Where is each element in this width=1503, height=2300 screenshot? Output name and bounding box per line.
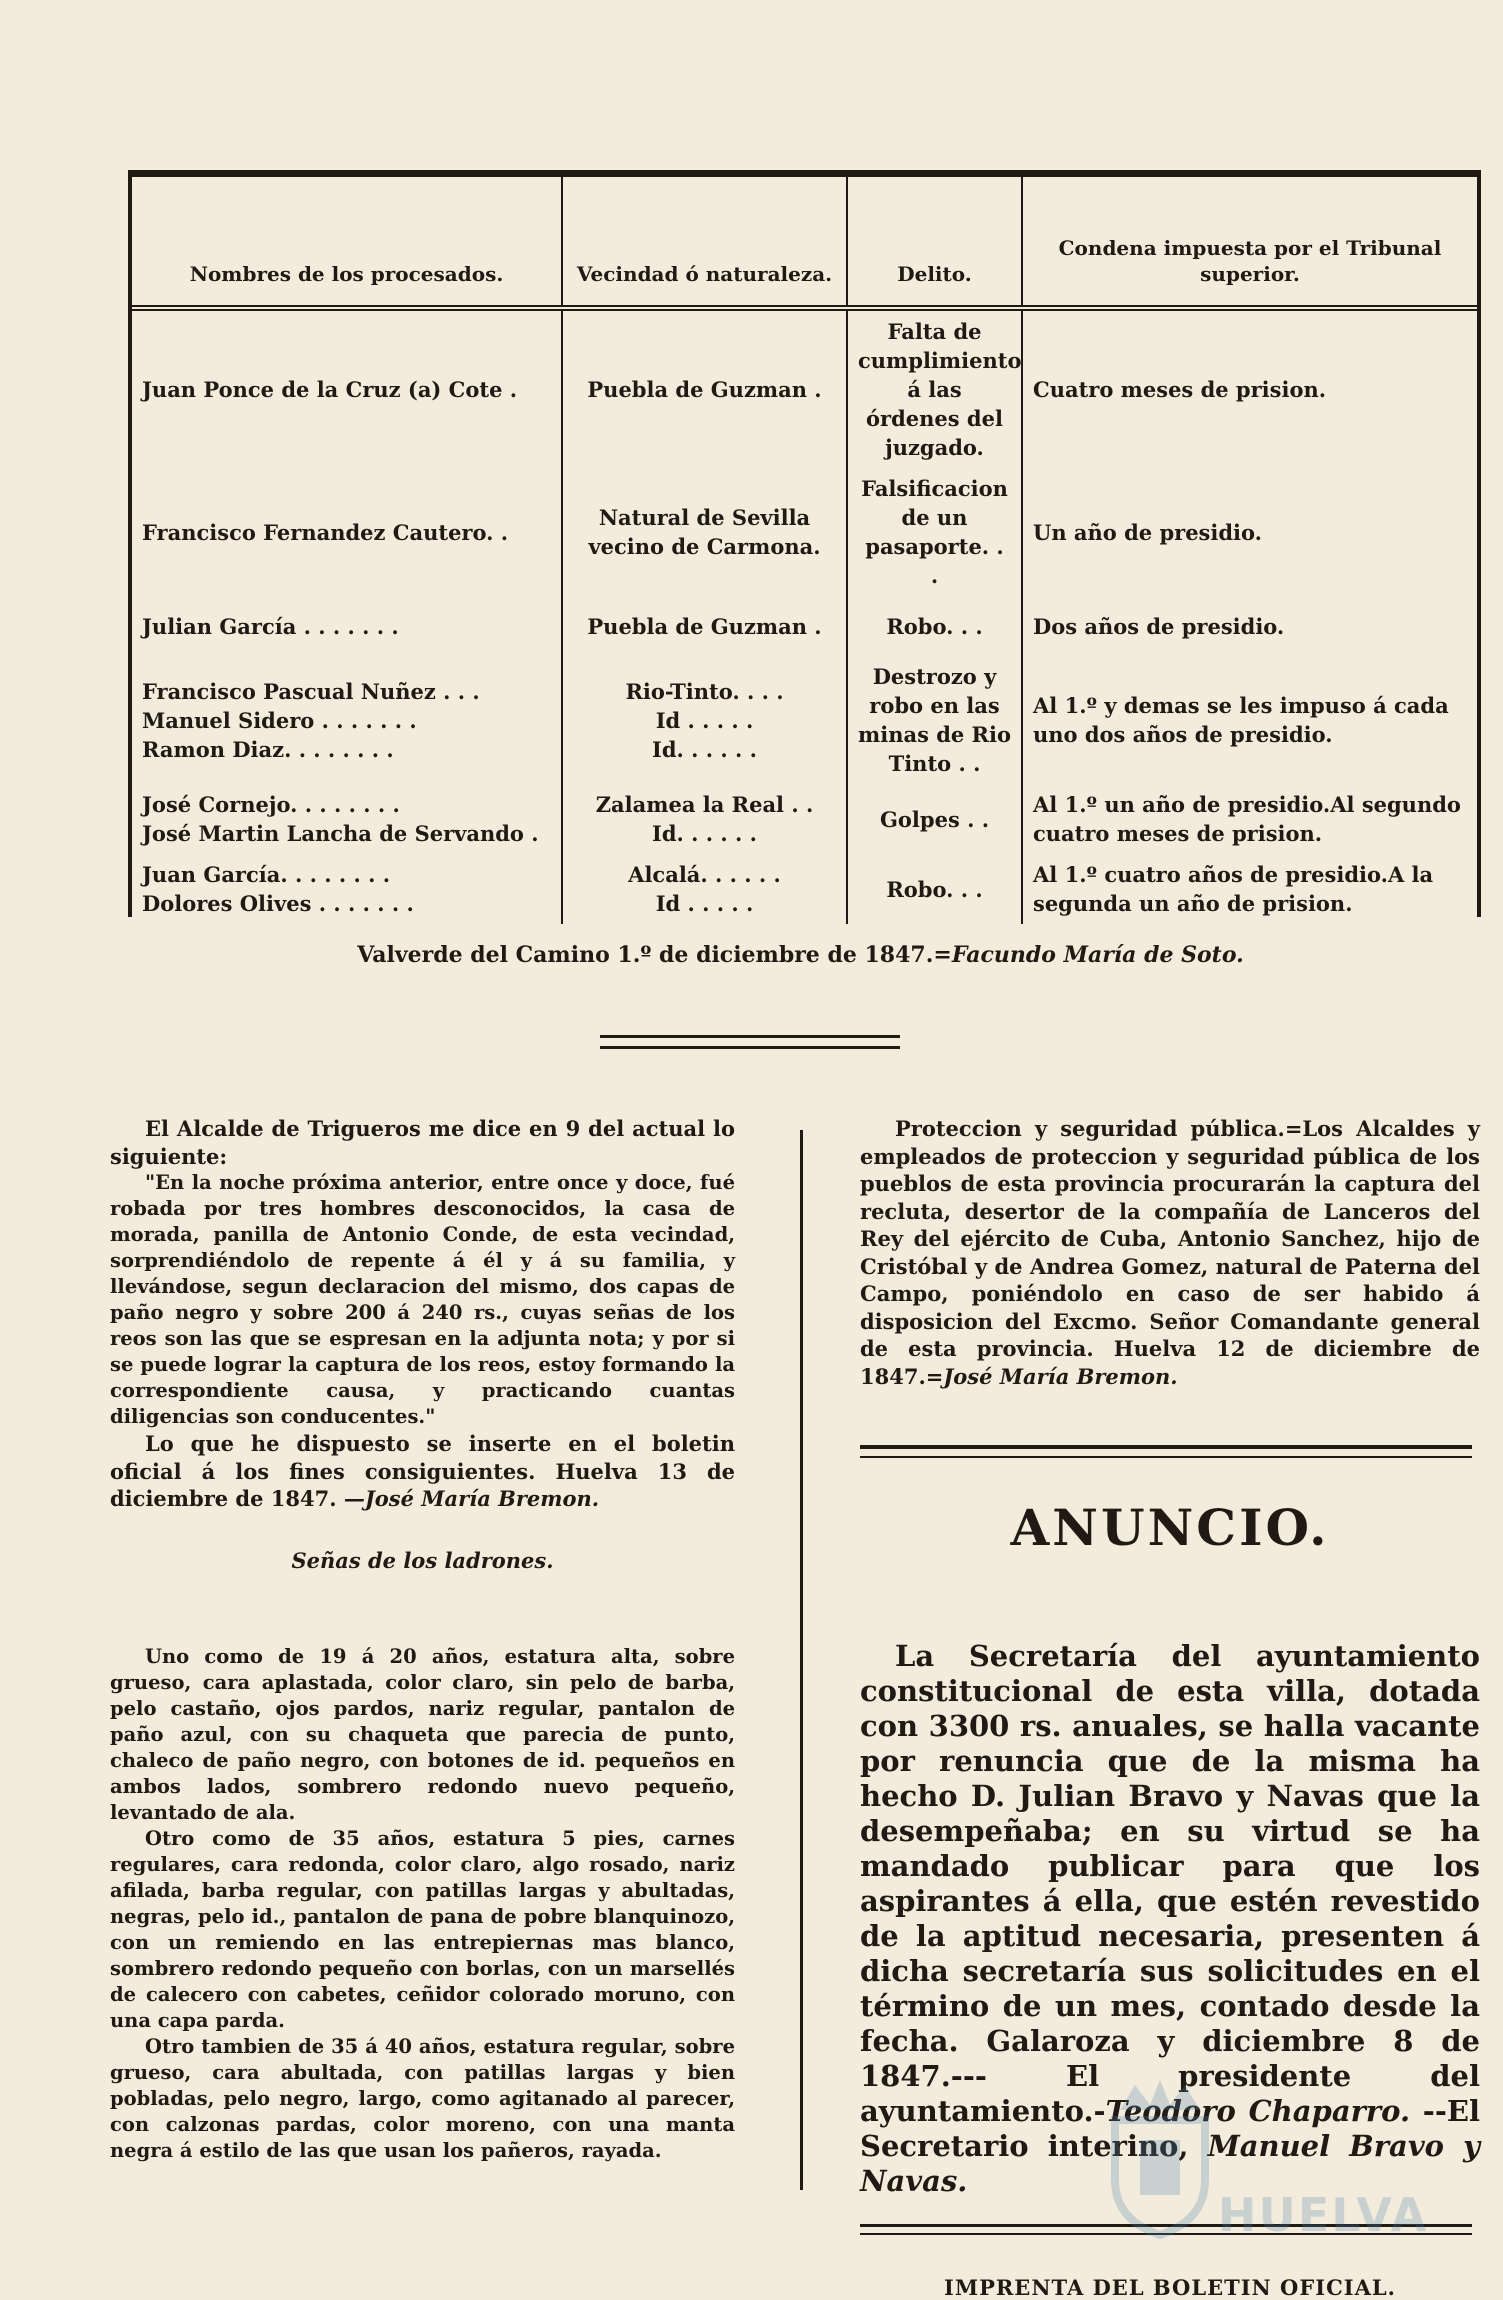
column-separator	[800, 1130, 803, 2190]
cell-names	[132, 468, 562, 596]
cell-vecindad	[562, 468, 847, 596]
cell-condena	[1022, 468, 1477, 596]
watermark-text: HUELVA	[1218, 2188, 1429, 2242]
anuncio-body: La Secretaría del ayuntamiento constitucional de esta villa, dotada con 3300 rs. anuales, se halla vacante por renuncia que de la misma ha hecho D. Julian Bravo y Navas que la desempeñaba; en su virtud se ha mandado publicar para que los aspirantes á ella, que estén revestido de la aptitud necesaria, presenten á dicha secretaría sus solicitudes en el término de un mes, contado desde la fecha. Galaroza y diciembre 8 de 1847.--- El presidente del ayuntamiento.-	[860, 1639, 1480, 2128]
cell-condena-line: Al segundo cuatro meses de prision.	[1033, 792, 1461, 846]
cell-vecindad-line: Natural de Sevilla vecino de Carmona.	[588, 505, 821, 559]
left-column	[110, 1115, 735, 2164]
cell-vecindad-line: Id. . . . . .	[652, 736, 757, 762]
cell-condena-line: A la segunda un año de prision.	[1033, 862, 1434, 916]
trigueros-intro: El Alcalde de Trigueros me dice en 9 del actual lo siguiente:	[110, 1116, 735, 1169]
table-row	[132, 656, 1477, 784]
cell-vecindad-line: Alcalá. . . . . .	[628, 862, 781, 887]
cell-names	[132, 656, 562, 784]
cell-delito: Falta de cumplimiento á las órdenes del juzgado.	[847, 308, 1022, 468]
cell-condena-line: Al 1.º cuatro años de presidio.	[1033, 862, 1388, 887]
cell-names	[132, 596, 562, 656]
cell-condena-line: Al 1.º un año de presidio.	[1033, 792, 1331, 817]
cell-condena-line: Dos años de presidio.	[1033, 613, 1285, 639]
sentences-table-grid	[132, 177, 1477, 924]
anuncio-mid: --El Secretario interino,	[860, 2094, 1480, 2163]
cell-names-line: Manuel Sidero . . . . . . .	[142, 707, 417, 733]
trigueros-closing	[110, 1430, 735, 1513]
closing-sign: —José María Bremon.	[343, 1486, 600, 1511]
cell-delito: Robo. . .	[847, 596, 1022, 656]
sentences-table	[128, 170, 1481, 917]
table-header-row	[132, 177, 1477, 308]
huelva-watermark	[1100, 2070, 1440, 2240]
table-row	[132, 308, 1477, 468]
thief-description-3: Otro tambien de 35 á 40 años, estatura regular, sobre grueso, cara abultada, con patillas largas y bien pobladas, pelo negro, largo, como agitanado al parecer, con calzonas pardas, color moreno, con una manta negra á estilo de las que usan los pañeros, rayada.	[110, 2035, 735, 2162]
thief-description-1: Uno como de 19 á 20 años, estatura alta, sobre grueso, cara aplastada, color claro, sin pelo de barba, pelo castaño, ojos pardos, nariz regular, pantalon de paño azul, con su chaqueta que parecia de punto, chaleco de paño negro, con botones de id. pequeños en ambos lados, sombrero redondo nuevo pequeño, levantado de ala.	[110, 1645, 735, 1824]
cell-delito: Falsificacion de un pasaporte. . .	[847, 468, 1022, 596]
table-body	[132, 308, 1477, 924]
printer-imprint: IMPRENTA DEL BOLETIN OFICIAL.	[944, 2275, 1396, 2300]
thieves-subtitle: Señas de los ladrones.	[291, 1547, 554, 1573]
cell-names-line: Juan García. . . . . . . .	[142, 862, 391, 887]
closing-text: Lo que he dispuesto se inserte en el boletin oficial á los fines consiguientes. Huelva 13 de diciembre de 1847.	[110, 1431, 735, 1511]
cell-names-line: Dolores Olives . . . . . . .	[142, 891, 414, 916]
header-names: Nombres de los procesados.	[132, 177, 562, 308]
cell-names-line: José Cornejo. . . . . . . .	[142, 792, 400, 817]
cell-vecindad-line: Rio-Tinto. . . .	[625, 678, 784, 704]
thief-description-2: Otro como de 35 años, estatura 5 pies, carnes regulares, cara redonda, color claro, algo rosado, nariz afilada, barba regular, con patillas largas y abultadas, negras, pelo id., pantalon de pana de pobre blanquinozo, con un remiendo en las entrepiernas mas blanco, sombrero redondo pequeño con borlas, con un marsellés de calecero con cabetes, ceñidor colorado moruno, con una capa parda.	[110, 1827, 735, 2032]
header-condena: Condena impuesta por el Tribunal superior.	[1022, 177, 1477, 308]
cell-names-line: Francisco Fernandez Cautero. .	[142, 519, 509, 545]
cell-vecindad	[562, 784, 847, 854]
cell-names-line: Juan Ponce de la Cruz (a) Cote .	[142, 377, 518, 402]
cell-names	[132, 784, 562, 854]
anuncio-sign-secretary: Manuel Bravo y Navas.	[860, 2129, 1480, 2198]
cell-condena	[1022, 854, 1477, 924]
cell-condena	[1022, 656, 1477, 784]
cell-vecindad-line: Puebla de Guzman .	[587, 613, 822, 639]
cell-delito: Golpes . .	[847, 784, 1022, 854]
cell-vecindad	[562, 308, 847, 468]
header-delito: Delito.	[847, 177, 1022, 308]
cell-names-line: Julian García . . . . . . .	[142, 613, 399, 639]
anuncio-top-rule	[860, 1445, 1472, 1458]
signature-text: Valverde del Camino 1.º de diciembre de 1847.=	[357, 942, 952, 968]
trigueros-quote: "En la noche próxima anterior, entre once y doce, fué robada por tres hombres desconocidos, la casa de morada, panilla de Antonio Conde, de esta vecindad, sorprendiéndolo de repente á él y á su familia, y llevándose, segun declaracion del mismo, dos capas de paño negro y sobre 200 á 240 rs., cuyas señas de los reos son las que se espresan en la adjunta nota; y por si se puede lograr la captura de los reos, estoy formando la correspondiente causa, y practicando cuantas diligencias son conducentes."	[110, 1171, 735, 1428]
proteccion-text: Proteccion y seguridad pública.=Los Alcaldes y empleados de proteccion y seguridad pública de los pueblos de esta provincia procurarán la captura del recluta, desertor de la compañía de Lanceros del Rey del ejército de Cuba, Antonio Sanchez, hijo de Cristóbal y de Andrea Gomez, natural de Paterna del Campo, poniéndolo en caso de ser habido á disposicion del Excmo. Señor Comandante general de esta provincia. Huelva 12 de diciembre de 1847.=	[860, 1116, 1480, 1389]
cell-condena-line: Cuatro meses de prision.	[1033, 377, 1327, 402]
anuncio-heading: ANUNCIO.	[1010, 1498, 1330, 1557]
cell-vecindad-line: Zalamea la Real . .	[595, 792, 814, 817]
cell-delito: Robo. . .	[847, 854, 1022, 924]
cell-vecindad-line: Id . . . . .	[655, 707, 754, 733]
cell-vecindad	[562, 854, 847, 924]
crown-shield-icon	[1100, 2070, 1220, 2240]
cell-names-line: Ramon Diaz. . . . . . . .	[142, 736, 394, 762]
cell-vecindad-line: Puebla de Guzman .	[587, 377, 822, 402]
cell-names-line: Francisco Pascual Nuñez . . .	[142, 678, 480, 704]
cell-vecindad	[562, 656, 847, 784]
cell-condena-line: Un año de presidio.	[1033, 519, 1262, 545]
signature-name: Facundo María de Soto.	[951, 942, 1244, 968]
cell-condena	[1022, 784, 1477, 854]
header-vecindad: Vecindad ó naturaleza.	[562, 177, 847, 308]
cell-condena	[1022, 308, 1477, 468]
cell-names	[132, 854, 562, 924]
cell-vecindad-line: Id. . . . . .	[652, 821, 757, 846]
section-divider	[600, 1035, 900, 1049]
table-signature	[128, 942, 1473, 968]
cell-vecindad	[562, 596, 847, 656]
table-row	[132, 468, 1477, 596]
table-row	[132, 784, 1477, 854]
cell-delito: Destrozo y robo en las minas de Rio Tinto . .	[847, 656, 1022, 784]
table-row	[132, 854, 1477, 924]
anuncio-sign-president: Teodoro Chaparro.	[1105, 2094, 1411, 2128]
cell-names-line: José Martin Lancha de Servando .	[142, 821, 539, 846]
proteccion-sign: José María Bremon.	[943, 1363, 1178, 1389]
cell-names	[132, 308, 562, 468]
cell-condena	[1022, 596, 1477, 656]
proteccion-notice	[860, 1115, 1480, 1390]
cell-condena-line: Al 1.º y demas se les impuso á cada uno dos años de presidio.	[1033, 693, 1449, 747]
cell-vecindad-line: Id . . . . .	[655, 891, 754, 916]
table-row	[132, 596, 1477, 656]
